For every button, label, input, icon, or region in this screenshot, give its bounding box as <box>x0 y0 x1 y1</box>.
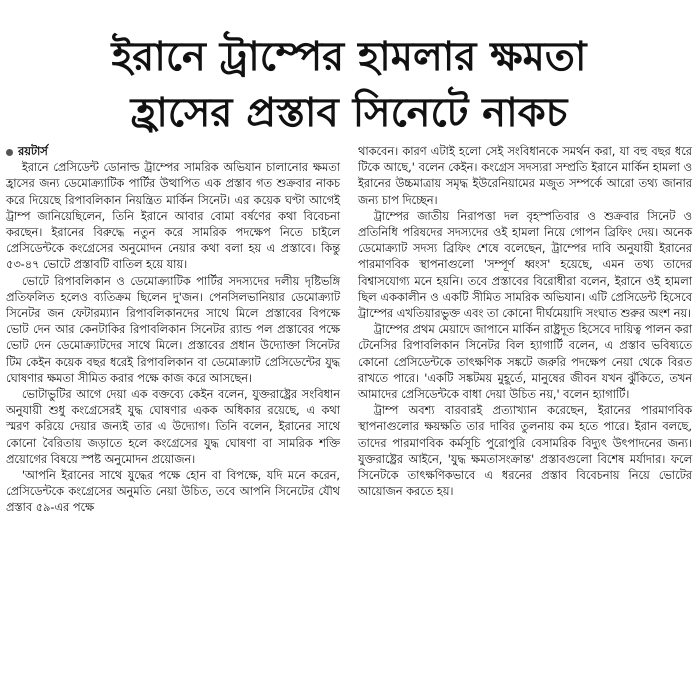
paragraph: থাকবেন। কারণ এটাই হলো সেই সংবিধানকে সমর্থন করা, যা বহু বছর ধরে টিকে আছে,' বলেন কেইন। কংগ্রেস সদস্যরা সম্প্রতি ইরানে মার্কিন হামলা ও ইরানের উচ্চমাত্রায় সমৃদ্ধ ইউরেনিয়ামের মজুত সম্পর্কে আরো তথ্য জানার জন্য চাপ দিচ্ছেন। <box>358 145 692 207</box>
article-column-right <box>358 144 692 500</box>
paragraph: ভোটাভুটির আগে দেয়া এক বক্তব্যে কেইন বলেন, যুক্তরাষ্ট্রের সংবিধান অনুযায়ী শুধু কংগ্রেসেরই যুদ্ধ ঘোষণার একক অধিকার রয়েছে, এ কথা স্মরণ করিয়ে দেয়ার জন্যই তার এ উদ্যোগ। তিনি বলেন, ইরানের সাথে কোনো বৈরিতায় জড়াতে হলে কংগ্রেসের যুদ্ধ ঘোষণা বা সামরিক শক্তি প্রয়োগের বিষয়ে স্পষ্ট অনুমোদন প্রয়োজন। <box>6 388 340 466</box>
bullet-icon <box>6 149 13 156</box>
article-column-left <box>6 144 340 517</box>
paragraph: ট্রাম্প অবশ্য বারবারই প্রত্যাখ্যান করেছেন, ইরানের পারমাণবিক স্থাপনাগুলোর ক্ষয়ক্ষতি তার দাবির তুলনায় কম হতে পারে। ইরান বলছে, তাদের পারমাণবিক কর্মসূচি পুরোপুরি বেসামরিক বিদ্যুৎ উৎপাদনের জন্য। যুক্তরাষ্ট্রের আইনে, 'যুদ্ধ ক্ষমতাসংক্রান্ত' প্রস্তাবগুলো বিশেষ মর্যাদার। ফলে সিনেটকে তাৎক্ষণিকভাবে এ ধরনের প্রস্তাব বিবেচনায় নিয়ে ভোটের আয়োজন করতে হয়। <box>358 404 692 499</box>
paragraph: ট্রাম্পের প্রথম মেয়াদে জাপানে মার্কিন রাষ্ট্রদূত হিসেবে দায়িত্ব পালন করা টেনেসির রিপাবলিকান সিনেটর বিল হ্যাগার্টি বলেন, এ প্রস্তাব ভবিষ্যতে কোনো প্রেসিডেন্টকে তাৎক্ষণিক সঙ্কটে জরুরি পদক্ষেপ নেয়া থেকে বিরত রাখতে পারে। 'একটি সঙ্কটময় মুহূর্তে, মানুষের জীবন যখন ঝুঁকিতে, তখন আমাদের প্রেসিডেন্টকে বাধা দেয়া উচিত নয়,' বলেন হ্যাগার্টি। <box>358 323 692 402</box>
paragraph: 'আপনি ইরানের সাথে যুদ্ধের পক্ষে হোন বা বিপক্ষে, যদি মনে করেন, প্রেসিডেন্টকে কংগ্রেসের অনুমতি নেয়া উচিত, তবে আপনি সিনেটের যৌথ প্রস্তাব ৫৯-এর পক্ষে <box>6 469 340 515</box>
source-byline <box>6 144 340 160</box>
paragraph: ট্রাম্পের জাতীয় নিরাপত্তা দল বৃহস্পতিবার ও শুক্রবার সিনেট ও প্রতিনিধি পরিষদের সদস্যদের ওই হামলা নিয়ে গোপন ব্রিফিং দেয়। অনেক ডেমোক্র্যাট সদস্য ব্রিফিং শেষে বলেছেন, ট্রাম্পের দাবি অনুযায়ী ইরানের পারমাণবিক স্থাপনাগুলো 'সম্পূর্ণ ধ্বংস' হয়েছে, এমন তথ্য তাদের বিশ্বাসযোগ্য মনে হয়নি। তবে প্রস্তাবের বিরোধীরা বলেন, ইরানে ওই হামলা ছিল এককালীন ও একটি সীমিত সামরিক অভিযান। এটি প্রেসিডেন্ট হিসেবে ট্রাম্পের এখতিয়ারভুক্ত এবং তা কোনো দীর্ঘমেয়াদি সংঘাত শুরুর অংশ নয়। <box>358 209 692 321</box>
source-label: রয়টার্স <box>18 145 48 158</box>
paragraph: ইরানে প্রেসিডেন্ট ডোনাল্ড ট্রাম্পের সামরিক অভিযান চালানোর ক্ষমতা হ্রাসের জন্য ডেমোক্র্যাটিক পার্টির উত্থাপিত এক প্রস্তাব গত শুক্রবার নাকচ করে দিয়েছে রিপাবলিকান নিয়ন্ত্রিত মার্কিন সিনেট। এর কয়েক ঘণ্টা আগেই ট্রাম্প জানিয়েছিলেন, তিনি ইরানে আবার বোমা বর্ষণের কথা বিবেচনা করছেন। ইরানের বিরুদ্ধে নতুন করে সামরিক পদক্ষেপ নিতে চাইলে প্রেসিডেন্টকে কংগ্রেসের অনুমোদন নেয়ার কথা বলা হয় এ প্রস্তাবে। কিন্তু ৫৩-৪৭ ভোটে প্রস্তাবটি বাতিল হয়ে যায়। <box>6 161 340 272</box>
paragraph: ভোটে রিপাবলিকান ও ডেমোক্র্যাটিক পার্টির সদস্যদের দলীয় দৃষ্টিভঙ্গি প্রতিফলিত হলেও ব্যতিক্রম ছিলেন দু'জন। পেনসিলভানিয়ার ডেমোক্র্যাট সিনেটর জন ফেটারম্যান রিপাবলিকানদের সাথে মিলে প্রস্তাবের বিপক্ষে ভোট দেন আর কেনটাকির রিপাবলিকান সিনেটর র‍্যান্ড পল প্রস্তাবের পক্ষে ভোট দেন ডেমোক্র্যাটদের সাথে মিলে। প্রস্তাবের প্রধান উদ্যোক্তা সিনেটর টিম কেইন কয়েক বছর ধরেই রিপাবলিকান বা ডেমোক্র্যাট প্রেসিডেন্টের যুদ্ধ ঘোষণার ক্ষমতা সীমিত করার পক্ষে কাজ করে আসছেন। <box>6 274 340 385</box>
headline-line-1: ইরানে ট্রাম্পের হামলার ক্ষমতা <box>111 33 587 80</box>
headline-line-2: হ্রাসের প্রস্তাব সিনেটে নাকচ <box>130 89 568 136</box>
